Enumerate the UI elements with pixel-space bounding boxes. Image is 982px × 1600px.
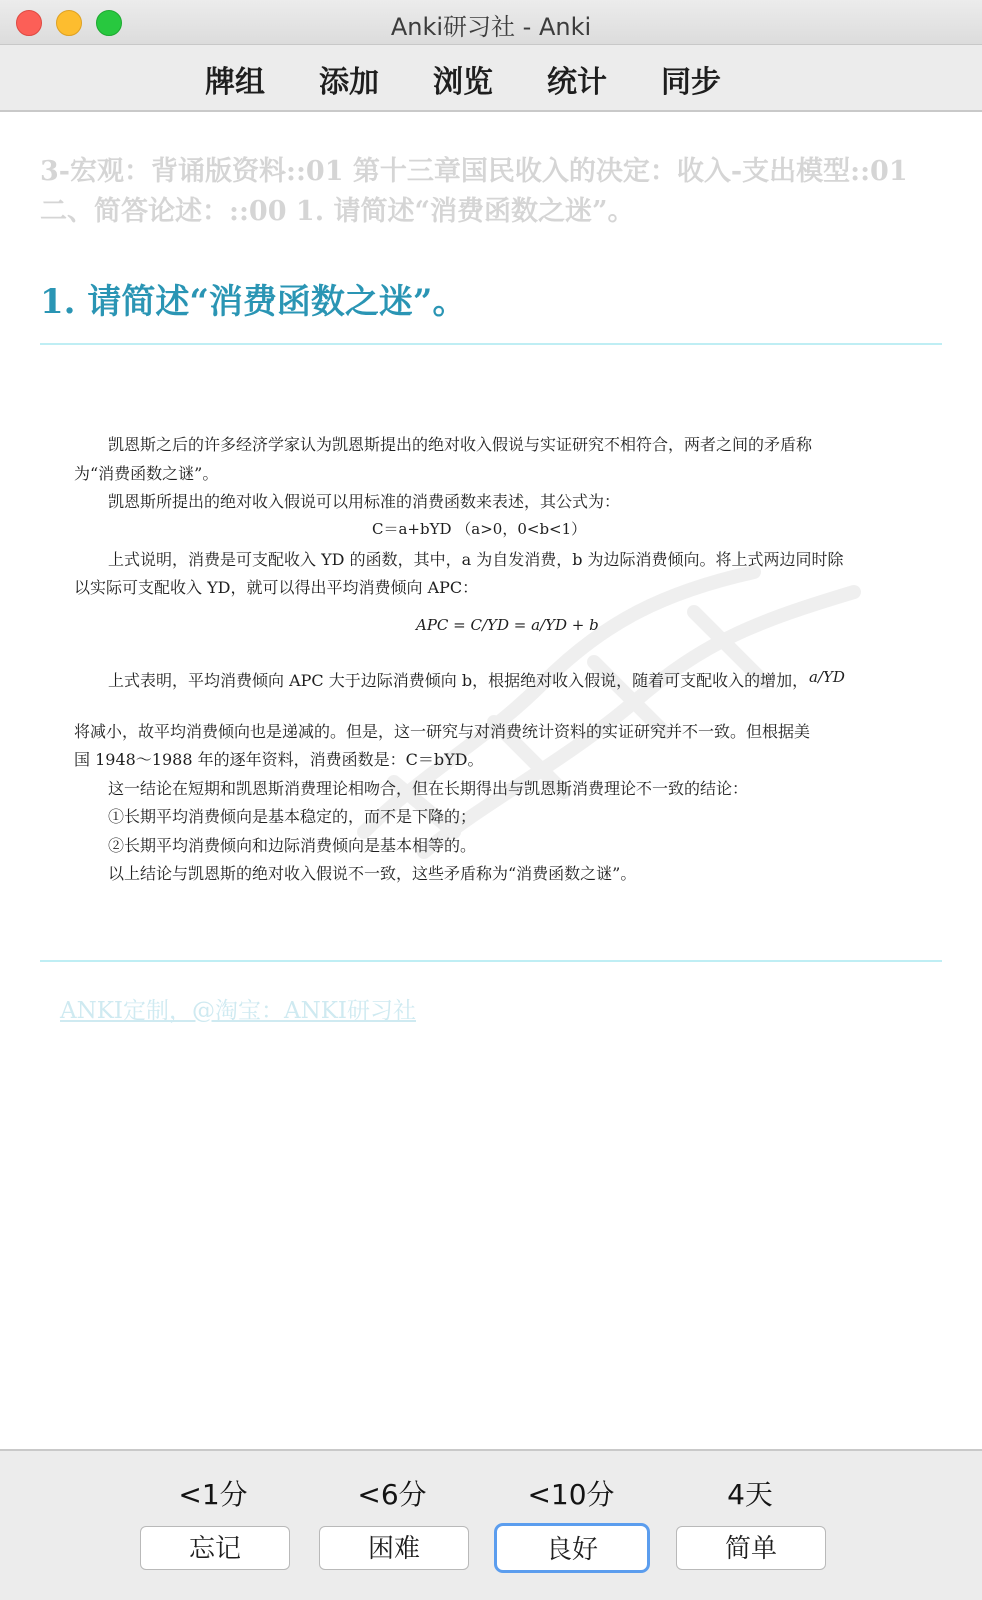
answer-para-6: ①长期平均消费倾向是基本稳定的，而不是下降的；: [108, 807, 477, 826]
again-button[interactable]: 忘记: [140, 1526, 290, 1570]
toolbar-add[interactable]: 添加: [319, 65, 379, 100]
toolbar-sync[interactable]: 同步: [661, 65, 721, 100]
easy-button[interactable]: 简单: [676, 1526, 826, 1570]
divider-top: [40, 343, 942, 345]
answer-para-7: ②长期平均消费倾向和边际消费倾向是基本相等的。: [108, 836, 477, 855]
fraction-a-over-yd: a/YD: [809, 668, 845, 686]
card-view: [0, 112, 982, 1447]
interval-hard: <6分: [357, 1478, 427, 1511]
answer-image: [74, 432, 854, 902]
divider-bottom: [40, 960, 942, 962]
interval-again: <1分: [178, 1478, 248, 1511]
answer-bar: [0, 1449, 982, 1600]
deck-path: [40, 152, 950, 232]
footer-shop-link[interactable]: ANKI定制，@淘宝：ANKI研习社: [60, 998, 417, 1024]
formula-consumption: C＝a+bYD （a>0，0<b<1）: [372, 520, 587, 538]
question-heading: 1. 请简述“消费函数之迷”。: [40, 282, 467, 322]
main-toolbar: [0, 45, 982, 112]
deck-path-line-1: 3-宏观：背诵版资料::01 第十三章国民收入的决定：收入-支出模型::01: [40, 156, 908, 187]
answer-para-4b: 将减小，故平均消费倾向也是递减的。但是，这一研究与对消费统计资料的实证研究并不一致。但根据美: [74, 722, 811, 741]
answer-para-8: 以上结论与凯恩斯的绝对收入假说不一致，这些矛盾称为“消费函数之谜”。: [108, 864, 637, 883]
interval-good: <10分: [527, 1478, 615, 1511]
formula-apc: APC = C/YD = a/YD + b: [416, 616, 599, 634]
toolbar-stats[interactable]: 统计: [547, 65, 607, 100]
hard-button[interactable]: 困难: [319, 1526, 469, 1570]
answer-para-1b: 为“消费函数之谜”。: [74, 464, 219, 483]
answer-para-5: 这一结论在短期和凯恩斯消费理论相吻合，但在长期得出与凯恩斯消费理论不一致的结论：: [108, 779, 749, 798]
deck-path-line-2: 二、简答论述：::00 1. 请简述“消费函数之迷”。: [40, 196, 635, 227]
answer-para-1a: 凯恩斯之后的许多经济学家认为凯恩斯提出的绝对收入假说与实证研究不相符合，两者之间的矛盾称: [108, 435, 813, 454]
answer-para-3b: 以实际可支配收入 YD，就可以得出平均消费倾向 APC：: [74, 578, 479, 597]
title-bar: [0, 0, 982, 45]
answer-para-3a: 上式说明，消费是可支配收入 YD 的函数，其中，a 为自发消费，b 为边际消费倾向。将上式两边同时除: [108, 550, 844, 569]
toolbar-decks[interactable]: 牌组: [205, 65, 265, 100]
interval-easy: 4天: [727, 1478, 773, 1511]
toolbar-browse[interactable]: 浏览: [433, 65, 493, 100]
answer-para-4a: 上式表明，平均消费倾向 APC 大于边际消费倾向 b，根据绝对收入假说，随着可支配收入的增加，: [108, 671, 809, 690]
answer-para-4c: 国 1948～1988 年的逐年资料，消费函数是：C＝bYD。: [74, 750, 484, 769]
window-title: Anki研习社 - Anki: [390, 13, 592, 41]
answer-para-2: 凯恩斯所提出的绝对收入假说可以用标准的消费函数来表述，其公式为：: [108, 492, 621, 511]
good-button[interactable]: 良好: [497, 1526, 647, 1570]
